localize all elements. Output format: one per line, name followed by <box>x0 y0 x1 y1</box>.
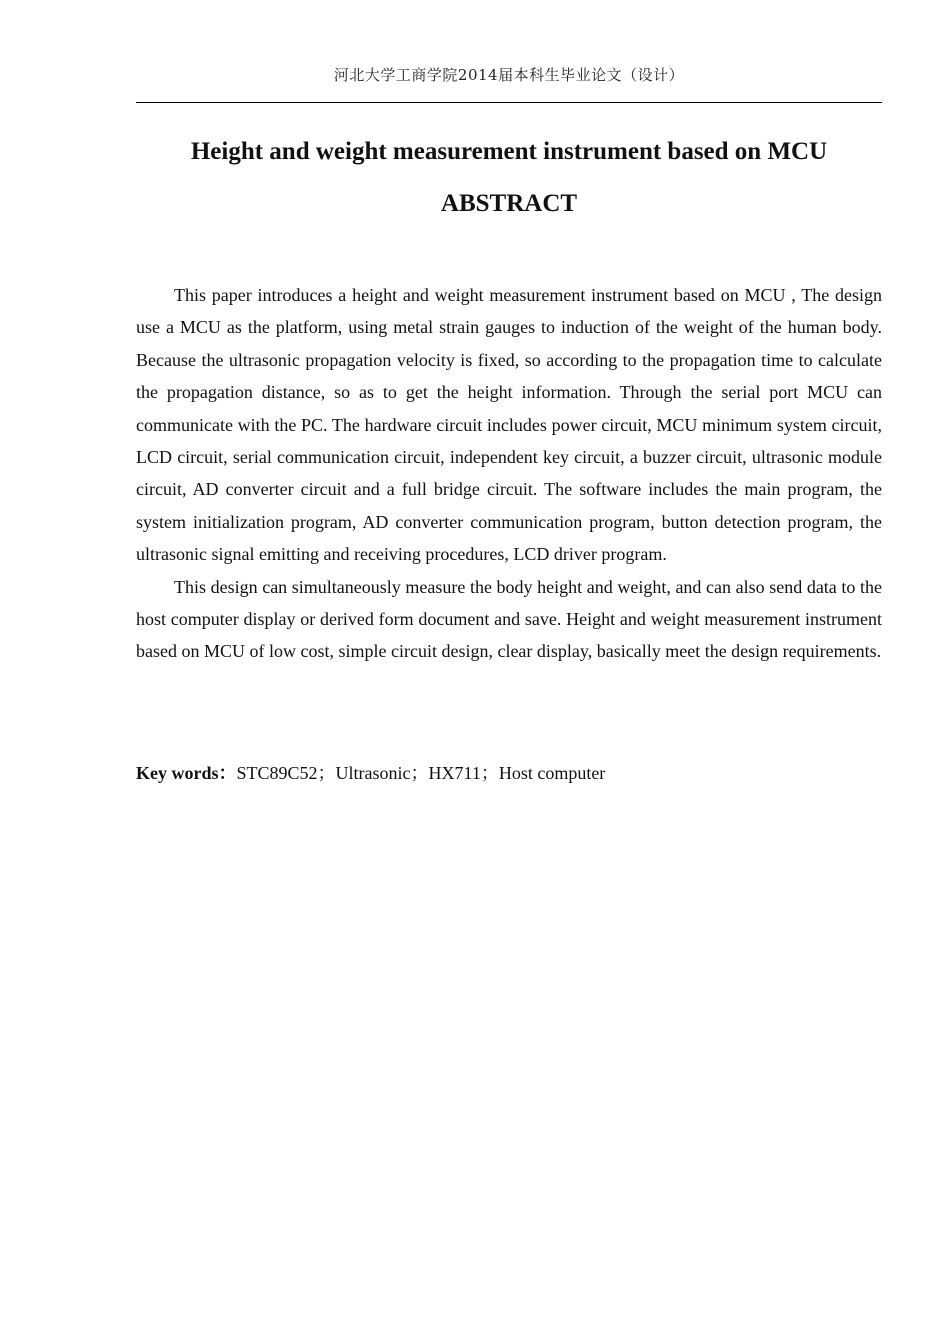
abstract-body <box>136 279 882 668</box>
header-divider <box>136 102 882 103</box>
abstract-paragraph-2: This design can simultaneously measure the body height and weight, and can also send data to the host computer display or derived form document and save. Height and weight measurement instrument based on MCU of low cost, simple circuit design, clear display, basically meet the design requirements. <box>136 576 882 662</box>
abstract-heading: ABSTRACT <box>440 190 578 217</box>
running-header: 河北大学工商学院2014届本科生毕业论文（设计） <box>333 66 685 84</box>
paper-title: Height and weight measurement instrument based on MCU <box>190 138 828 165</box>
abstract-paragraph-1: This paper introduces a height and weight measurement instrument based on MCU , The design use a MCU as the platform, using metal strain gauges to induction of the weight of the human body. Because the ultrasonic propagation velocity is fixed, so according to the propagation time to calculate the propagation distance, so as to get the height information. Through the serial port MCU can communicate with the PC. The hardware circuit includes power circuit, MCU minimum system circuit, LCD circuit, serial communication circuit, independent key circuit, a buzzer circuit, ultrasonic module circuit, AD converter circuit and a full bridge circuit. The software includes the main program, the system initialization program, AD converter communication program, button detection program, the ultrasonic signal emitting and receiving procedures, LCD driver program. <box>136 285 882 565</box>
keywords-value: STC89C52；Ultrasonic；HX711；Host computer <box>236 763 606 783</box>
keywords-line <box>136 758 882 788</box>
keywords-label: Key words： <box>136 763 237 783</box>
